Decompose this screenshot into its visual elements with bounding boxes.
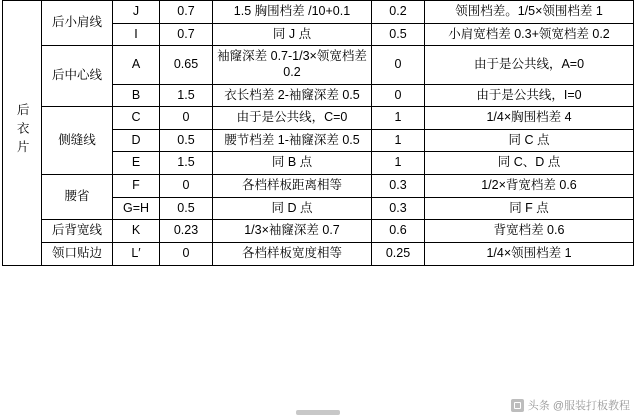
- note-cell: 领围档差。1/5×领围档差 1: [425, 1, 634, 24]
- toutiao-logo-icon: [511, 399, 524, 412]
- description-cell: 同 D 点: [213, 197, 372, 220]
- table-row: [3, 107, 634, 130]
- value-cell: 1.5: [160, 84, 213, 107]
- value-cell: 0: [160, 107, 213, 130]
- description-cell: 1.5 胸围档差 /10+0.1: [213, 1, 372, 24]
- part-cell: 后中心线: [42, 46, 113, 107]
- note-cell: 同 C、D 点: [425, 152, 634, 175]
- note-cell: 由于是公共线，I=0: [425, 84, 634, 107]
- description-cell: 各档样板距离相等: [213, 175, 372, 198]
- description-cell: 由于是公共线，C=0: [213, 107, 372, 130]
- table-row: [3, 46, 634, 84]
- value-cell: 0.5: [160, 129, 213, 152]
- value-cell: 0.7: [160, 1, 213, 24]
- description-cell: 各档样板宽度相等: [213, 242, 372, 265]
- code-cell: D: [113, 129, 160, 152]
- note-cell: 背宽档差 0.6: [425, 220, 634, 243]
- code-cell: G=H: [113, 197, 160, 220]
- note-cell: 小肩宽档差 0.3+领宽档差 0.2: [425, 23, 634, 46]
- value-cell: 0: [372, 84, 425, 107]
- table-row: [3, 175, 634, 198]
- row-group-cell: [3, 1, 42, 266]
- grading-table: [2, 0, 634, 266]
- code-cell: L′: [113, 242, 160, 265]
- note-cell: 同 C 点: [425, 129, 634, 152]
- part-cell: 侧缝线: [42, 107, 113, 175]
- note-cell: 1/2×背宽档差 0.6: [425, 175, 634, 198]
- code-cell: F: [113, 175, 160, 198]
- value-cell: 0.6: [372, 220, 425, 243]
- value-cell: 0.5: [160, 197, 213, 220]
- part-cell: 腰省: [42, 175, 113, 220]
- value-cell: 0.3: [372, 197, 425, 220]
- note-cell: 同 F 点: [425, 197, 634, 220]
- code-cell: A: [113, 46, 160, 84]
- description-cell: 袖窿深差 0.7-1/3×领宽档差 0.2: [213, 46, 372, 84]
- value-cell: 0.7: [160, 23, 213, 46]
- value-cell: 1: [372, 152, 425, 175]
- value-cell: 0.65: [160, 46, 213, 84]
- note-cell: 1/4×胸围档差 4: [425, 107, 634, 130]
- row-group-label: 后衣片: [15, 102, 30, 159]
- description-cell: 同 B 点: [213, 152, 372, 175]
- table-row: [3, 1, 634, 24]
- part-cell: 后小肩线: [42, 1, 113, 46]
- value-cell: 0: [160, 175, 213, 198]
- table-row: [3, 220, 634, 243]
- code-cell: I: [113, 23, 160, 46]
- scroll-indicator: [296, 410, 340, 415]
- value-cell: 1: [372, 129, 425, 152]
- code-cell: C: [113, 107, 160, 130]
- watermark-text: 头条 @服装打板教程: [527, 400, 630, 412]
- note-cell: 由于是公共线，A=0: [425, 46, 634, 84]
- value-cell: 0.2: [372, 1, 425, 24]
- part-cell: 后背宽线: [42, 220, 113, 243]
- value-cell: 0: [160, 242, 213, 265]
- code-cell: J: [113, 1, 160, 24]
- note-cell: 1/4×领围档差 1: [425, 242, 634, 265]
- watermark: [511, 397, 630, 413]
- description-cell: 1/3×袖窿深差 0.7: [213, 220, 372, 243]
- description-cell: 腰节档差 1-袖窿深差 0.5: [213, 129, 372, 152]
- code-cell: K: [113, 220, 160, 243]
- value-cell: 1: [372, 107, 425, 130]
- value-cell: 0.23: [160, 220, 213, 243]
- value-cell: 0.3: [372, 175, 425, 198]
- code-cell: B: [113, 84, 160, 107]
- value-cell: 0: [372, 46, 425, 84]
- value-cell: 0.25: [372, 242, 425, 265]
- table-row: [3, 242, 634, 265]
- part-cell: 领口贴边: [42, 242, 113, 265]
- description-cell: 衣长档差 2-袖窿深差 0.5: [213, 84, 372, 107]
- value-cell: 0.5: [372, 23, 425, 46]
- table-body: [3, 1, 634, 266]
- value-cell: 1.5: [160, 152, 213, 175]
- code-cell: E: [113, 152, 160, 175]
- description-cell: 同 J 点: [213, 23, 372, 46]
